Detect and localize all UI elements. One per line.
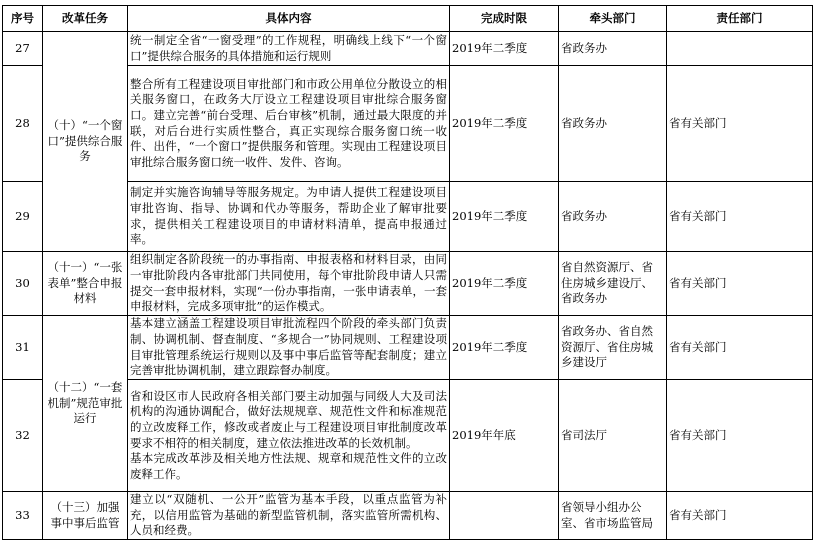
table-row (3, 252, 813, 316)
header-content: 具体内容 (128, 6, 450, 32)
reform-task: （十一）“一张表单”整合申报材料 (43, 252, 128, 316)
lead-department: 省政务办 (559, 182, 667, 252)
deadline: 2019年二季度 (450, 66, 559, 182)
header-lead-department: 牵头部门 (559, 6, 667, 32)
table-row (3, 492, 813, 540)
deadline (450, 492, 559, 540)
lead-department: 省自然资源厅、省住房城乡建设厅、省政务办 (559, 252, 667, 316)
deadline: 2019年年底 (450, 380, 559, 492)
reform-task: （十二）“一套机制”规范审批运行 (43, 316, 128, 492)
lead-department: 省领导小组办公室、省市场监管局 (559, 492, 667, 540)
reform-task: （十三）加强事中事后监管 (43, 492, 128, 540)
responsible-department: 省有关部门 (667, 182, 813, 252)
deadline: 2019年二季度 (450, 182, 559, 252)
header-task: 改革任务 (43, 6, 128, 32)
table-row (3, 316, 813, 380)
row-number: 27 (3, 32, 43, 66)
task-content: 基本建立涵盖工程建设项目审批流程四个阶段的牵头部门负责制、协调机制、督查制度、“多规合一”协同规则、工程建设项目审批管理系统运行规则以及事中事后监管等配套制度；建立完善审批协调机制，建立跟踪督办制度。 (128, 316, 450, 380)
task-content: 统一制定全省“一窗受理”的工作规程，明确线上线下“一个窗口”提供综合服务的具体措施和运行规则 (128, 32, 450, 66)
reform-task-table (2, 5, 813, 540)
header-responsible-department: 责任部门 (667, 6, 813, 32)
responsible-department: 省有关部门 (667, 316, 813, 380)
row-number: 33 (3, 492, 43, 540)
task-content: 整合所有工程建设项目审批部门和市政公用单位分散设立的相关服务窗口，在政务大厅设立工程建设项目审批综合服务窗口。建立完善“前台受理、后台审核”机制，通过最大限度的并联，对后台进行实质性整合，真正实现综合服务窗口统一收件、出件，“一个窗口”提供服务和管理。实现由工程建设项目审批综合服务窗口统一收件、发件、咨询。 (128, 66, 450, 182)
deadline: 2019年二季度 (450, 32, 559, 66)
responsible-department: 省有关部门 (667, 252, 813, 316)
row-number: 29 (3, 182, 43, 252)
task-content: 建立以“双随机、一公开”监管为基本手段，以重点监管为补充，以信用监管为基础的新型监管机制，落实监管所需机构、人员和经费。 (128, 492, 450, 540)
task-content-paragraph: 基本完成改革涉及相关地方性法规、规章和规范性文件的立改废释工作。 (130, 451, 447, 481)
lead-department: 省政务办 (559, 66, 667, 182)
reform-task: （十）“一个窗口”提供综合服务 (43, 32, 128, 252)
table-row (3, 32, 813, 66)
responsible-department: 省有关部门 (667, 380, 813, 492)
task-content (128, 380, 450, 492)
responsible-department: 省有关部门 (667, 492, 813, 540)
task-content-paragraph: 省和设区市人民政府各相关部门要主动加强与同级人大及司法机构的沟通协调配合，做好法规规章、规范性文件和标准规范的立改废释工作，修改或者废止与工程建设项目审批制度改革要求不相符的相关制度，建立依法推进改革的长效机制。 (130, 388, 447, 450)
lead-department: 省政务办、省自然资源厅、省住房城乡建设厅 (559, 316, 667, 380)
row-number: 28 (3, 66, 43, 182)
responsible-department: 省有关部门 (667, 66, 813, 182)
row-number: 31 (3, 316, 43, 380)
header-no: 序号 (3, 6, 43, 32)
responsible-department (667, 32, 813, 66)
task-content: 制定并实施咨询辅导等服务规定。为申请人提供工程建设项目审批咨询、指导、协调和代办等服务，帮助企业了解审批要求，提供相关工程建设项目的申请材料清单，提高申报通过率。 (128, 182, 450, 252)
table-header-row (3, 6, 813, 32)
task-content: 组织制定各阶段统一的办事指南、申报表格和材料目录，由同一审批阶段内各审批部门共同使用，每个审批阶段申请人只需提交一套申报材料，实现“一份办事指南，一张申请表单，一套申报材料，完成多项审批”的运作模式。 (128, 252, 450, 316)
row-number: 30 (3, 252, 43, 316)
lead-department: 省司法厅 (559, 380, 667, 492)
deadline: 2019年二季度 (450, 252, 559, 316)
lead-department: 省政务办 (559, 32, 667, 66)
row-number: 32 (3, 380, 43, 492)
header-deadline: 完成时限 (450, 6, 559, 32)
deadline: 2019年二季度 (450, 316, 559, 380)
